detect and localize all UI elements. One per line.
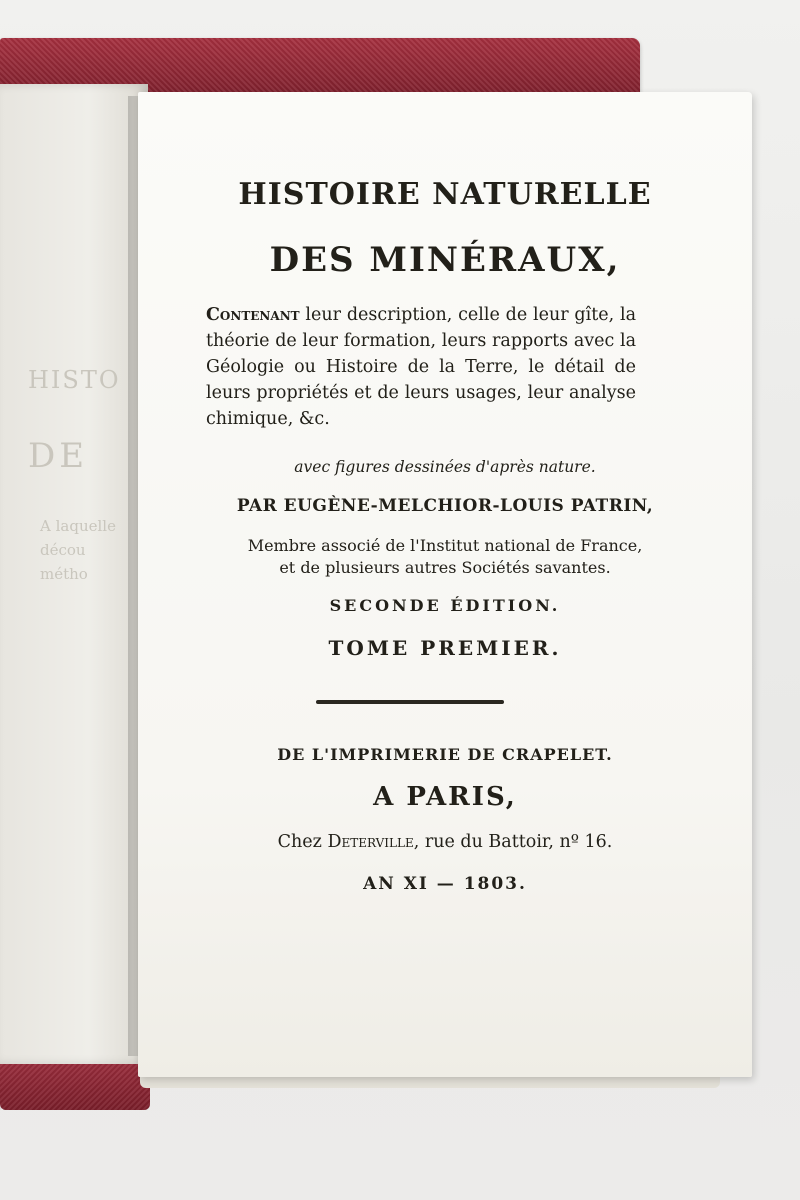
left-page-bleed-text: HISTO [28,366,121,394]
publisher-name: Deterville [327,832,414,852]
horizontal-rule [316,700,504,704]
publisher-line: Chez Deterville, rue du Battoir, nº 16. [277,832,613,852]
author-line: PAR EUGÈNE-MELCHIOR-LOUIS PATRIN, [236,496,654,516]
title-line-1: HISTOIRE NATURELLE [238,177,652,212]
printer-line: DE L'IMPRIMERIE DE CRAPELET. [277,745,613,764]
description-text: leur description, celle de leur gîte, la théorie de leur formation, leurs rapports avec la Géologie ou Histoire de la Terre, le détail de leurs propriétés et de leurs usages, leur analyse chimique, &c. [206,305,636,429]
left-page-bleed-text: A laquelle décou métho [40,517,116,583]
description-paragraph [206,302,636,432]
figures-note: avec figures dessinées d'après nature. [294,458,596,476]
title-page [138,92,752,1077]
date-line: AN XI — 1803. [363,874,527,894]
city-line: A PARIS, [373,782,517,812]
title-line-2: DES MINÉRAUX, [269,240,621,280]
left-page-bleed-text: DE [28,436,89,476]
edition-line: SECONDE ÉDITION. [329,596,561,615]
volume-line: TOME PREMIER. [328,636,562,660]
author-affiliation [138,535,752,579]
affiliation-line-2: et de plusieurs autres Sociétés savantes. [279,558,611,577]
description-lead: Contenant [206,305,300,325]
affiliation-line-1: Membre associé de l'Institut national de France, [247,536,643,555]
left-page [0,84,148,1064]
